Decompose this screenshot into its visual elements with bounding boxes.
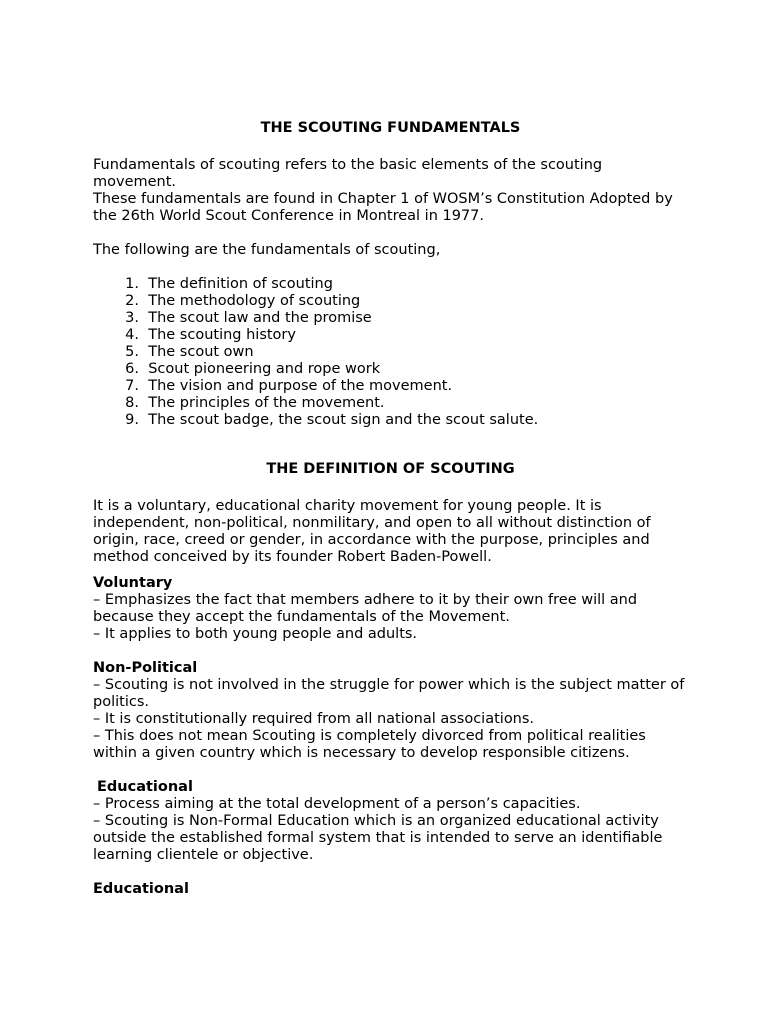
list-text: The scout law and the promise xyxy=(148,310,372,326)
list-text: The methodology of scouting xyxy=(148,293,361,309)
section-heading-non-political: Non-Political xyxy=(93,660,198,676)
list-item xyxy=(93,361,688,378)
section-heading-educational: Educational xyxy=(97,779,193,795)
definition-heading: THE DEFINITION OF SCOUTING xyxy=(266,461,515,477)
document-page xyxy=(93,120,688,898)
definition-body: It is a voluntary, educational charity movement for young people. It is independent, non-political, nonmilitary, and open to all without distinction of origin, race, creed or gender, in accordance with the purpose, principles and method conceived by its founder Robert Baden-Powell. xyxy=(93,498,651,565)
document-title: THE SCOUTING FUNDAMENTALS xyxy=(260,120,521,136)
list-number: 9. xyxy=(125,412,139,428)
list-item xyxy=(93,378,688,395)
section-heading-voluntary: Voluntary xyxy=(93,575,173,591)
list-number: 6. xyxy=(125,361,139,377)
list-number: 8. xyxy=(125,395,139,411)
list-item xyxy=(93,310,688,327)
section-line: – Scouting is Non-Formal Education which is an organized educational activity outside the established formal system that is intended to serve an identifiable learning clientele or objective. xyxy=(93,813,663,863)
list-item xyxy=(93,344,688,361)
list-text: The definition of scouting xyxy=(148,276,333,292)
intro-paragraph-1: Fundamentals of scouting refers to the basic elements of the scouting movement. xyxy=(93,157,603,190)
list-text: The scouting history xyxy=(148,327,296,343)
list-item xyxy=(93,293,688,310)
list-text: The vision and purpose of the movement. xyxy=(148,378,453,394)
list-text: The principles of the movement. xyxy=(148,395,385,411)
list-number: 1. xyxy=(125,276,139,292)
list-item xyxy=(93,412,688,429)
section-line: – Scouting is not involved in the struggle for power which is the subject matter of politics. xyxy=(93,677,685,710)
list-text: The scout own xyxy=(148,344,254,360)
fundamentals-list xyxy=(93,276,688,429)
list-item xyxy=(93,327,688,344)
list-text: The scout badge, the scout sign and the scout salute. xyxy=(148,412,539,428)
section-line: – It applies to both young people and adults. xyxy=(93,626,418,642)
list-number: 5. xyxy=(125,344,139,360)
list-number: 2. xyxy=(125,293,139,309)
section-line: – Emphasizes the fact that members adhere to it by their own free will and because they accept the fundamentals of the Movement. xyxy=(93,592,638,625)
section-line: – Process aiming at the total development of a person’s capacities. xyxy=(93,796,581,812)
list-number: 4. xyxy=(125,327,139,343)
list-item xyxy=(93,395,688,412)
intro-paragraph-3: The following are the fundamentals of scouting, xyxy=(93,242,441,258)
list-number: 3. xyxy=(125,310,139,326)
section-line: – It is constitutionally required from all national associations. xyxy=(93,711,535,727)
list-text: Scout pioneering and rope work xyxy=(148,361,381,377)
section-heading-educational-2: Educational xyxy=(93,881,189,897)
list-number: 7. xyxy=(125,378,139,394)
section-line: – This does not mean Scouting is completely divorced from political realities within a given country which is necessary to develop responsible citizens. xyxy=(93,728,646,761)
intro-paragraph-2: These fundamentals are found in Chapter 1 of WOSM’s Constitution Adopted by the 26th World Scout Conference in Montreal in 1977. xyxy=(93,191,673,224)
list-item xyxy=(93,276,688,293)
